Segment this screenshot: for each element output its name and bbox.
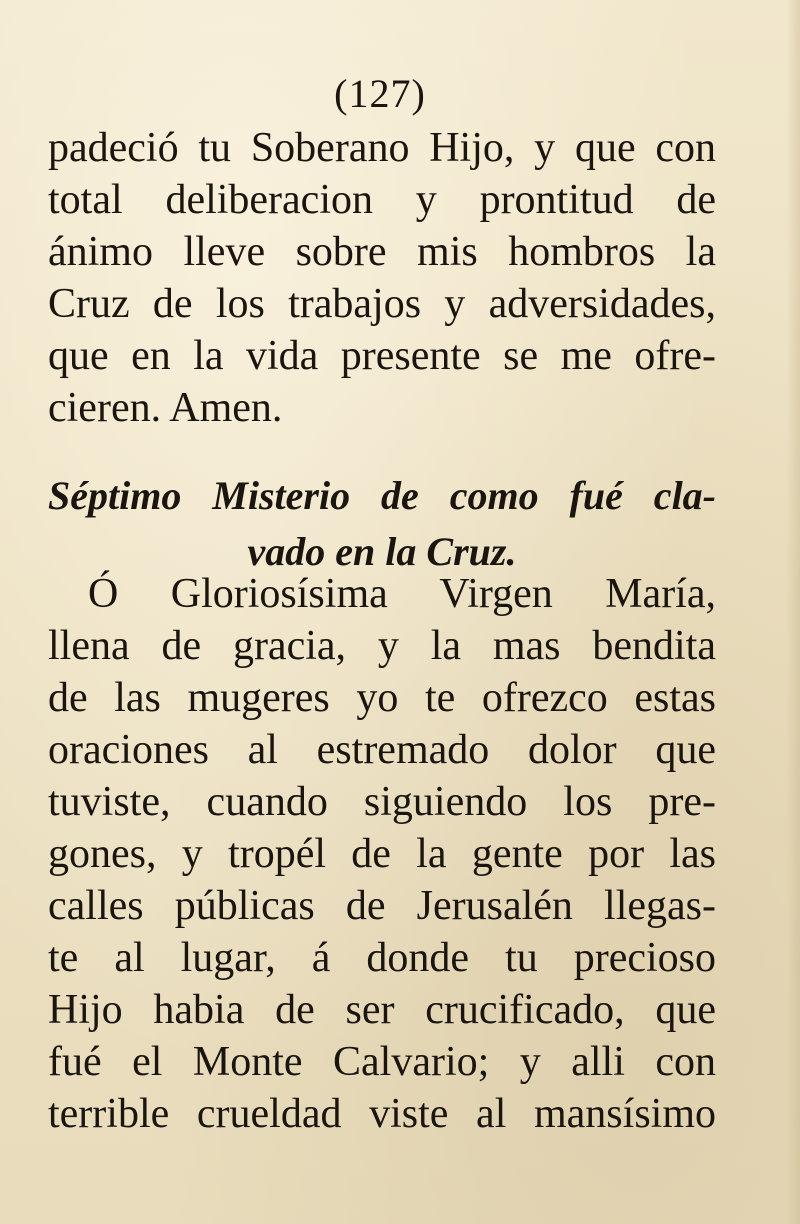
text-line: oraciones al estremado dolor que	[48, 727, 716, 773]
heading-line: vado en la Cruz.	[247, 529, 517, 574]
text-line: ánimo lleve sobre mis hombros la	[48, 229, 716, 275]
page-number: (127)	[334, 71, 426, 116]
text-line: tuviste, cuando siguiendo los pre-	[48, 779, 716, 825]
section-heading	[48, 468, 716, 580]
text-line: llena de gracia, y la mas bendita	[48, 623, 716, 669]
text-line: padeció tu Soberano Hijo, y que con	[48, 125, 716, 171]
text-line: Cruz de los trabajos y adversidades,	[48, 281, 716, 327]
text-line: Hijo habia de ser crucificado, que	[48, 987, 716, 1033]
text-line: calles públicas de Jerusalén llegas-	[48, 883, 716, 929]
paragraph-prayer	[48, 568, 716, 1140]
text-line: gones, y tropél de la gente por las	[48, 831, 716, 877]
text-line: fué el Monte Calvario; y alli con	[48, 1039, 716, 1085]
text-line: que en la vida presente se me ofre-	[48, 333, 716, 379]
text-line: Ó Gloriosísima Virgen María,	[88, 571, 716, 617]
heading-line: Séptimo Misterio de como fué cla-	[48, 473, 716, 518]
text-line: total deliberacion y prontitud de	[48, 177, 716, 223]
paragraph-prayer-ending	[48, 122, 716, 434]
text-line: terrible crueldad viste al mansísimo	[48, 1091, 716, 1137]
text-line: de las mugeres yo te ofrezco estas	[48, 675, 716, 721]
text-line: te al lugar, á donde tu precioso	[48, 935, 716, 981]
text-line: cieren. Amen.	[48, 385, 283, 431]
